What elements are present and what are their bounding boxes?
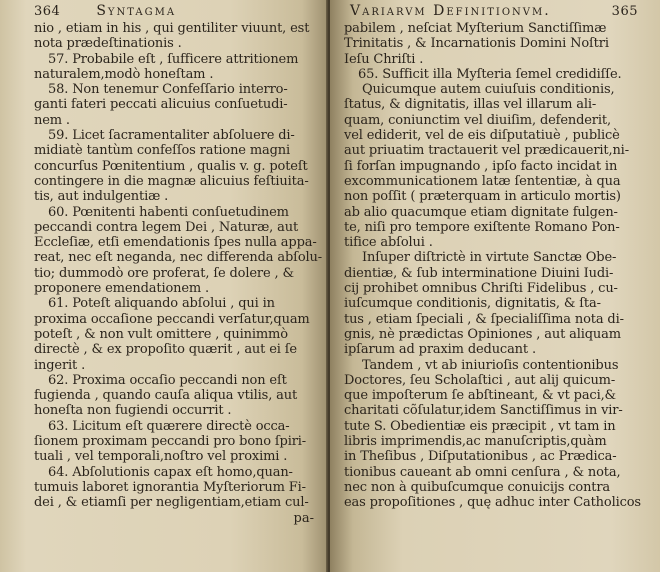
- text-line: ſionem proximam peccandi pro bono ſpiri-: [34, 434, 307, 450]
- text-line: non poſſit ( præterquam in articulo mortis): [344, 189, 621, 205]
- text-line: Doctores, ſeu Scholaſtici , aut alij quicum-: [344, 372, 616, 388]
- right-page-number: 365: [611, 4, 638, 19]
- text-line: pabilem , neſciat Myſterium Sanctiſſimæ: [344, 21, 607, 36]
- text-line: peccandi contra legem Dei , Naturæ, aut: [34, 219, 299, 235]
- text-line: tumuis laboret ignorantia Myſteriorum Fi-: [34, 479, 306, 495]
- text-line: honeſta non fugiendi occurrit .: [34, 403, 232, 419]
- text-line: nota prædeſtinationis .: [34, 36, 182, 52]
- text-line: dientiæ, & ſub interminatione Diuini Iudi-: [344, 265, 614, 281]
- right-page: [330, 0, 660, 572]
- text-line: 57. Probabile eſt , ſufficere attritionem: [48, 51, 299, 67]
- text-line: charitati cõſulatur,idem Sanctiſſimus in vir-: [344, 403, 623, 419]
- text-line: cij prohibet omnibus Chriſti Fidelibus , cu-: [344, 281, 618, 297]
- text-line: Ieſu Chriſti .: [344, 51, 424, 67]
- text-line: tute S. Obedientiæ eis præcipit , vt tam in: [344, 418, 616, 434]
- text-line: proxima occaſione peccandi verſatur,quam: [34, 311, 310, 327]
- text-line: midiatè tantùm confeſſos ratione magni: [34, 143, 291, 159]
- text-line: dei , & etiamſi per negligentiam,etiam cul-: [34, 495, 309, 511]
- text-line: tis, aut indulgentiæ .: [34, 189, 169, 205]
- text-line: concurſus Pœnitentium , qualis v. g. poteſt: [34, 158, 308, 174]
- text-line: excommunicationem latæ ſententiæ, à qua: [344, 173, 621, 189]
- text-line: ab alio quacumque etiam dignitate fulgen-: [344, 204, 618, 220]
- text-line: ſtatus, & dignitatis, illas vel illarum ali-: [344, 97, 597, 113]
- text-line: contingere in die magnæ alicuius feſtiuita-: [34, 173, 309, 189]
- text-line: poteſt , & non vult omittere , quinimmò: [34, 326, 288, 342]
- text-line: ſi forſan impugnando , ipſo facto incidat in: [344, 158, 618, 174]
- text-line: tio; dummodò ore proferat, ſe dolere , &: [34, 265, 294, 281]
- left-catchword: pa-: [293, 510, 314, 526]
- text-line: directè , & ex propoſito quærit , aut ei ſe: [34, 342, 297, 358]
- text-line: tifice abſolui .: [344, 235, 433, 251]
- text-line: naturalem,modò honeſtam .: [34, 66, 214, 82]
- left-body-text: [34, 21, 322, 511]
- text-line: gnis, nè prædictas Opiniones , aut aliquam: [344, 326, 621, 342]
- text-line: ipſarum ad praxim deducant .: [344, 342, 536, 358]
- right-body-text: [344, 21, 646, 511]
- text-line: 58. Non tenemur Confeſſario interro-: [48, 82, 288, 98]
- text-line: fugienda , quando cauſa aliqua vtilis, aut: [34, 388, 298, 404]
- left-running-head: [34, 2, 322, 21]
- text-line: libris imprimendis,ac manuſcriptis,quàm: [344, 434, 607, 450]
- text-line: Tandem , vt ab iniurioſis contentionibus: [362, 357, 619, 373]
- text-line: eas propoſitiones , quę adhuc inter Catholicos: [344, 495, 641, 511]
- text-line: Inſuper diſtrictè in virtute Sanctæ Obe-: [362, 250, 617, 266]
- text-line: iuſcumque conditionis, dignitatis, & ſta-: [344, 296, 601, 312]
- text-line: 59. Licet ſacramentaliter abſoluere di-: [48, 128, 295, 144]
- left-page-number: 364: [34, 4, 61, 19]
- text-line: nio , etiam in his , qui gentiliter viuunt, est: [34, 21, 310, 36]
- text-line: 60. Pœnitenti habenti conſuetudinem: [48, 204, 289, 220]
- text-line: nec non à quibuſcumque conuicijs contra: [344, 479, 611, 495]
- text-line: aut priuatim tractauerit vel prædicauerit,ni-: [344, 143, 629, 159]
- text-line: Quicumque autem cuiuſuis conditionis,: [362, 82, 615, 98]
- text-line: 61. Poteſt aliquando abſolui , qui in: [48, 296, 275, 312]
- text-line: reat, nec eſt neganda, nec differenda abſolu-: [34, 250, 322, 266]
- text-line: proponere emendationem .: [34, 281, 210, 297]
- text-line: que impoſterum ſe abſtineant, & vt paci,&: [344, 388, 616, 404]
- text-line: tuali , vel temporali,noſtro vel proximi .: [34, 449, 288, 465]
- text-line: tus , etiam ſpeciali , & ſpecialiſſima nota di-: [344, 311, 624, 327]
- text-line: tionibus caueant ab omni cenſura , & nota,: [344, 464, 621, 480]
- text-line: Trinitatis , & Incarnationis Domini Noſtri: [344, 36, 609, 52]
- text-line: 64. Abſolutionis capax eſt homo,quan-: [48, 464, 293, 480]
- left-running-title: Syntagma: [96, 3, 177, 19]
- text-line: 65. Sufficit illa Myſteria ſemel credidiſſe.: [358, 66, 622, 82]
- text-line: ganti fateri peccati alicuius conſuetudi-: [34, 97, 288, 113]
- text-line: te, niſi pro tempore exiſtente Romano Pon-: [344, 219, 620, 235]
- text-line: vel ediderit, vel de eis diſputatiuè , publicè: [344, 128, 620, 144]
- text-line: Eccleſiæ, etſi emendationis ſpes nulla appa-: [34, 235, 317, 251]
- text-line: in Theſibus , Diſputationibus , ac Prædica-: [344, 449, 617, 465]
- text-line: 63. Licitum eſt quærere directè occa-: [48, 418, 290, 434]
- text-line: ingerit .: [34, 357, 86, 373]
- right-running-title: Variarvm Definitionvm.: [350, 3, 551, 19]
- text-line: quam, coniunctim vel diuiſim, defenderit,: [344, 112, 611, 128]
- text-line: nem .: [34, 112, 70, 128]
- left-page: [0, 0, 328, 572]
- right-running-head: [344, 2, 646, 21]
- text-line: 62. Proxima occaſio peccandi non eſt: [48, 372, 287, 388]
